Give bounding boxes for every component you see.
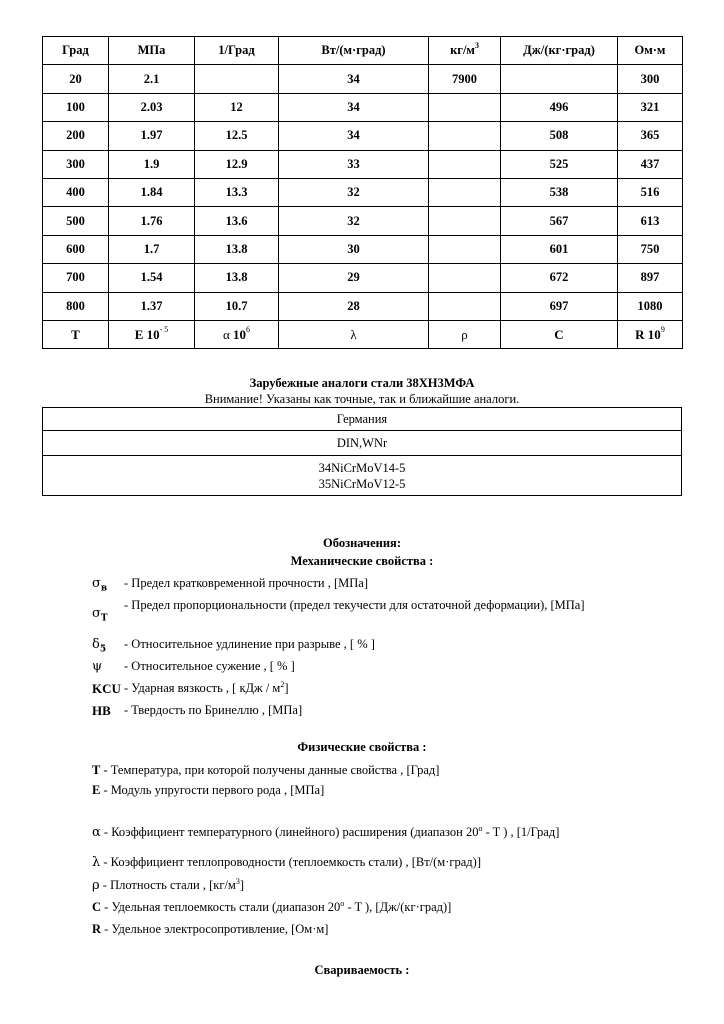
- symbol-cell-e: E $10^{- 5}$: [109, 320, 195, 348]
- table-cell: 34: [279, 93, 429, 121]
- table-cell: 1.97: [109, 122, 195, 150]
- table-cell: 800: [43, 292, 109, 320]
- symbol: ψ: [92, 659, 103, 674]
- table-cell: 600: [43, 235, 109, 263]
- symbol: E: [92, 783, 101, 797]
- table-cell: 12.9: [195, 150, 279, 178]
- symbol-cell-lambda: λ: [279, 320, 429, 348]
- table-cell: [429, 150, 501, 178]
- legend-item: [92, 598, 624, 627]
- table-cell: 33: [279, 150, 429, 178]
- legend-item: T - Температура, при которой получены данные свойства , [Град]: [92, 763, 440, 777]
- table-cell: 12.5: [195, 122, 279, 150]
- table-cell: [429, 93, 501, 121]
- legend-text: - Ударная вязкость , [ кДж / $м^2$]: [124, 679, 289, 695]
- table-cell: 700: [43, 264, 109, 292]
- table-cell: 300: [43, 150, 109, 178]
- grade-item: 34NiCrMoV14-5: [318, 460, 406, 475]
- legend-item: λ - Коэффициент теплопроводности (теплоемкость стали) , [Вт/(м·град)]: [92, 855, 481, 870]
- table-cell: 13.6: [195, 207, 279, 235]
- weldability-title: Свариваемость :: [314, 963, 410, 977]
- table-cell: [429, 178, 501, 206]
- table-cell: 32: [279, 178, 429, 206]
- table-cell: 1.7: [109, 235, 195, 263]
- symbol: KCU: [92, 681, 121, 696]
- table-header-row: [43, 37, 683, 65]
- symbol: R: [92, 922, 102, 936]
- table-row: [43, 235, 683, 263]
- legend-title: Обозначения:: [323, 536, 401, 550]
- foreign-analogs-table: [42, 407, 682, 496]
- table-cell: 613: [618, 207, 683, 235]
- table-row: [43, 264, 683, 292]
- table-row: [43, 65, 683, 93]
- table-cell: 437: [618, 150, 683, 178]
- legend-item: [92, 659, 624, 674]
- table-cell: 1080: [618, 292, 683, 320]
- legend-item: α - Коэффициент температурного (линейного) расширения (диапазон 20$^o$ - T ) , [1/Град]: [92, 823, 560, 840]
- table-cell: 200: [43, 122, 109, 150]
- symbol: T: [92, 763, 101, 777]
- table-cell: 34: [279, 122, 429, 150]
- table-cell: 300: [618, 65, 683, 93]
- table-cell: 12: [195, 93, 279, 121]
- table-cell: 100: [43, 93, 109, 121]
- table-cell: 400: [43, 178, 109, 206]
- table-cell: 1.54: [109, 264, 195, 292]
- foreign-analogs-note: Внимание! Указаны как точные, так и ближайшие аналоги.: [204, 392, 520, 406]
- physical-properties-table: [42, 36, 683, 349]
- table-cell: [429, 264, 501, 292]
- header-cell: Град: [43, 37, 109, 65]
- table-cell: 30: [279, 235, 429, 263]
- table-cell: 1.9: [109, 150, 195, 178]
- legend-item: [92, 681, 624, 696]
- table-cell: 1.37: [109, 292, 195, 320]
- table-cell: 567: [501, 207, 618, 235]
- legend-text: - Относительное сужение , [ % ]: [124, 659, 295, 673]
- table-row: [43, 122, 683, 150]
- symbol: ρ: [92, 878, 100, 893]
- header-cell: $кг/м^3$: [429, 37, 501, 65]
- table-cell: 1.84: [109, 178, 195, 206]
- header-cell: Ом·м: [618, 37, 683, 65]
- legend-item: E - Модуль упругости первого рода , [МПа]: [92, 783, 325, 797]
- table-cell: [429, 207, 501, 235]
- grades-cell: [43, 456, 682, 496]
- symbol: α: [92, 825, 101, 840]
- mechanical-properties-title: Механические свойства :: [290, 554, 434, 568]
- table-cell: 2.1: [109, 65, 195, 93]
- table-cell: [195, 65, 279, 93]
- symbol: $\sigma_в$: [92, 576, 108, 594]
- table-cell: 672: [501, 264, 618, 292]
- table-cell: [429, 122, 501, 150]
- header-cell: Дж/(кг·град): [501, 37, 618, 65]
- table-cell: 13.8: [195, 235, 279, 263]
- legend-text: - Предел пропорциональности (предел текучести для остаточной деформации), [МПа]: [124, 598, 585, 612]
- foreign-analogs-title: Зарубежные аналоги стали 38ХН3МФА: [249, 376, 475, 390]
- table-cell: 500: [43, 207, 109, 235]
- table-cell: 10.7: [195, 292, 279, 320]
- table-row: [43, 207, 683, 235]
- table-cell: 20: [43, 65, 109, 93]
- table-row: [43, 150, 683, 178]
- symbol-cell-c: C: [501, 320, 618, 348]
- table-cell: 321: [618, 93, 683, 121]
- table-row: [43, 93, 683, 121]
- table-cell: 1.76: [109, 207, 195, 235]
- table-cell: 601: [501, 235, 618, 263]
- table-cell: 34: [279, 65, 429, 93]
- legend-item: [92, 703, 624, 718]
- table-cell: 365: [618, 122, 683, 150]
- table-row: [43, 292, 683, 320]
- table-cell: [429, 292, 501, 320]
- symbol-cell-t: T: [43, 320, 109, 348]
- symbol-cell-alpha: α $10^6$: [195, 320, 279, 348]
- symbol: C: [92, 900, 102, 914]
- table-cell: 697: [501, 292, 618, 320]
- table-cell: [429, 235, 501, 263]
- table-cell: 2.03: [109, 93, 195, 121]
- physical-properties-title: Физические свойства :: [297, 740, 427, 754]
- table-cell: [501, 65, 618, 93]
- table-cell: 516: [618, 178, 683, 206]
- symbol-row: [43, 320, 683, 348]
- legend-item: ρ - Плотность стали , $[кг/м^3]$: [92, 876, 245, 893]
- legend-item: [92, 576, 624, 597]
- legend-item: C - Удельная теплоемкость стали (диапазон 20$^o$ - T ), [Дж/(кг·град)]: [92, 898, 452, 914]
- table-cell: 29: [279, 264, 429, 292]
- legend-text: - Предел кратковременной прочности , [МПа]: [124, 576, 369, 590]
- header-cell: МПа: [109, 37, 195, 65]
- legend-item: [92, 637, 624, 658]
- legend-item: R - Удельное электросопротивление, [Ом·м]: [92, 922, 329, 936]
- symbol: λ: [92, 855, 101, 870]
- table-cell: 525: [501, 150, 618, 178]
- table-cell: 13.8: [195, 264, 279, 292]
- legend-text: - Относительное удлинение при разрыве , [ % ]: [124, 637, 375, 651]
- symbol-cell-rho: ρ: [429, 320, 501, 348]
- table-cell: 7900: [429, 65, 501, 93]
- symbol: HB: [92, 703, 111, 718]
- legend-text: - Твердость по Бринеллю , [МПа]: [124, 703, 303, 717]
- header-cell: Вт/(м·град): [279, 37, 429, 65]
- grade-item: 35NiCrMoV12-5: [318, 476, 406, 491]
- standard-cell: DIN,WNr: [43, 431, 682, 456]
- symbol: $\sigma_T$: [92, 606, 108, 624]
- country-cell: Германия: [43, 408, 682, 431]
- table-cell: 508: [501, 122, 618, 150]
- table-cell: 538: [501, 178, 618, 206]
- table-cell: 496: [501, 93, 618, 121]
- header-cell: 1/Град: [195, 37, 279, 65]
- table-cell: 897: [618, 264, 683, 292]
- symbol: $\delta_5$: [92, 637, 107, 655]
- table-row: [43, 178, 683, 206]
- symbol-cell-r: R $10^9$: [618, 320, 683, 348]
- table-cell: 13.3: [195, 178, 279, 206]
- table-cell: 750: [618, 235, 683, 263]
- table-cell: 28: [279, 292, 429, 320]
- table-cell: 32: [279, 207, 429, 235]
